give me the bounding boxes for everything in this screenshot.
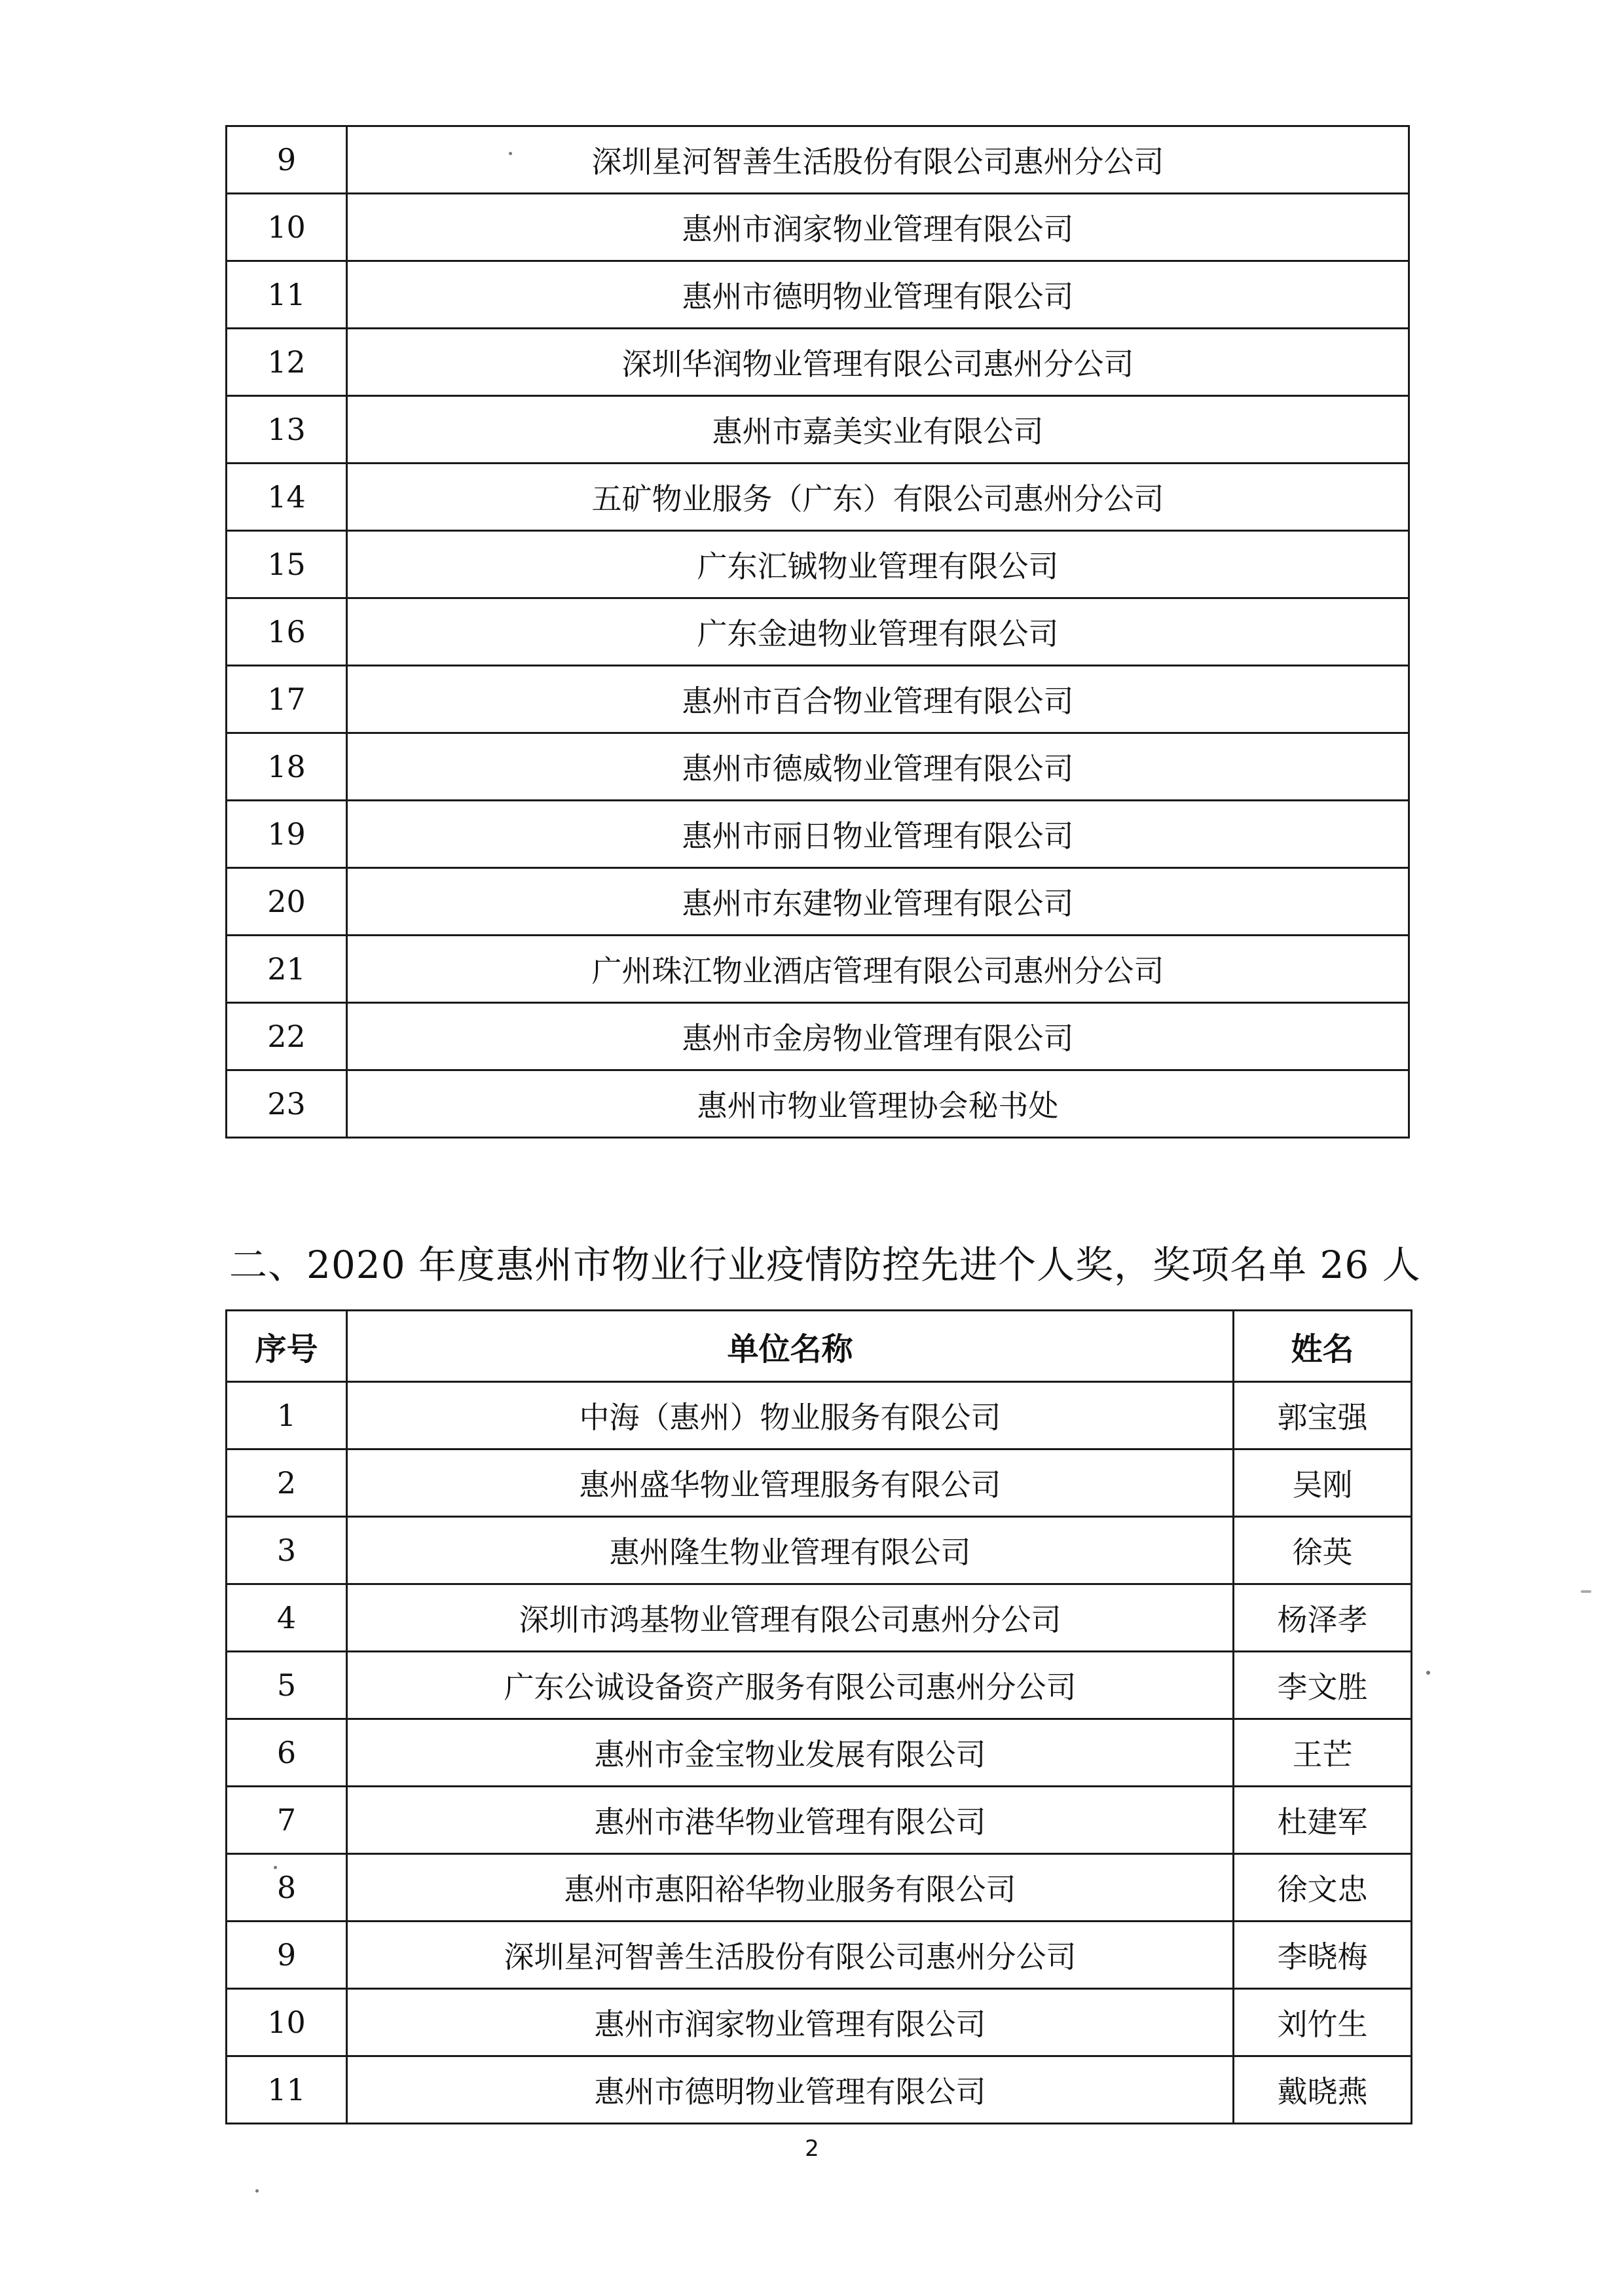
table-header-row (227, 1311, 1412, 1382)
row-index: 10 (227, 1989, 347, 2056)
table-row (227, 261, 1409, 329)
unit-name: 广东金迪物业管理有限公司 (347, 598, 1409, 666)
unit-name: 惠州隆生物业管理有限公司 (347, 1517, 1234, 1584)
unit-name: 广州珠江物业酒店管理有限公司惠州分公司 (347, 936, 1409, 1003)
row-index: 2 (227, 1449, 347, 1517)
row-index: 9 (227, 1922, 347, 1989)
unit-name: 深圳市鸿基物业管理有限公司惠州分公司 (347, 1584, 1234, 1652)
row-index: 22 (227, 1003, 347, 1070)
row-index: 21 (227, 936, 347, 1003)
unit-name: 惠州市物业管理协会秘书处 (347, 1070, 1409, 1138)
table-row (227, 733, 1409, 801)
person-name: 徐文忠 (1234, 1854, 1412, 1922)
row-index: 16 (227, 598, 347, 666)
unit-name: 惠州市惠阳裕华物业服务有限公司 (347, 1854, 1234, 1922)
row-index: 1 (227, 1382, 347, 1449)
unit-name: 惠州市润家物业管理有限公司 (347, 194, 1409, 261)
row-index: 10 (227, 194, 347, 261)
person-name: 刘竹生 (1234, 1989, 1412, 2056)
unit-name: 惠州市金宝物业发展有限公司 (347, 1719, 1234, 1787)
header-person: 姓名 (1234, 1311, 1412, 1382)
scan-speck (255, 2189, 259, 2193)
table-row (227, 1517, 1412, 1584)
unit-name: 广东公诚设备资产服务有限公司惠州分公司 (347, 1652, 1234, 1719)
table-row (227, 464, 1409, 531)
section-heading: 二、2020 年度惠州市物业行业疫情防控先进个人奖，奖项名单 26 人 (229, 1243, 1421, 1287)
person-name: 戴晓燕 (1234, 2056, 1412, 2124)
table-row (227, 936, 1409, 1003)
row-index: 15 (227, 531, 347, 598)
award-units-table-continued (225, 125, 1410, 1139)
unit-name: 惠州市嘉美实业有限公司 (347, 396, 1409, 464)
table-row (227, 126, 1409, 194)
table-row (227, 801, 1409, 868)
table-row (227, 598, 1409, 666)
table-row (227, 194, 1409, 261)
row-index: 20 (227, 868, 347, 936)
header-index: 序号 (227, 1311, 347, 1382)
table-row (227, 1003, 1409, 1070)
table-row (227, 1584, 1412, 1652)
row-index: 6 (227, 1719, 347, 1787)
table-row (227, 1922, 1412, 1989)
table-row (227, 1070, 1409, 1138)
person-name: 吴刚 (1234, 1449, 1412, 1517)
table-row (227, 666, 1409, 733)
scan-speck (509, 152, 512, 155)
row-index: 3 (227, 1517, 347, 1584)
table-row (227, 396, 1409, 464)
page-number: 2 (805, 2136, 819, 2162)
row-index: 4 (227, 1584, 347, 1652)
row-index: 23 (227, 1070, 347, 1138)
row-index: 17 (227, 666, 347, 733)
row-index: 9 (227, 126, 347, 194)
unit-name: 惠州市德明物业管理有限公司 (347, 2056, 1234, 2124)
table-row (227, 1652, 1412, 1719)
row-index: 14 (227, 464, 347, 531)
table-row (227, 1449, 1412, 1517)
table-row (227, 329, 1409, 396)
row-index: 8 (227, 1854, 347, 1922)
scan-speck (274, 1866, 277, 1869)
unit-name: 五矿物业服务（广东）有限公司惠州分公司 (347, 464, 1409, 531)
person-name: 杨泽孝 (1234, 1584, 1412, 1652)
row-index: 5 (227, 1652, 347, 1719)
table-row (227, 1719, 1412, 1787)
table-row (227, 1989, 1412, 2056)
table-row (227, 1854, 1412, 1922)
row-index: 11 (227, 2056, 347, 2124)
person-name: 王芒 (1234, 1719, 1412, 1787)
header-unit: 单位名称 (347, 1311, 1234, 1382)
row-index: 11 (227, 261, 347, 329)
unit-name: 广东汇铖物业管理有限公司 (347, 531, 1409, 598)
unit-name: 深圳星河智善生活股份有限公司惠州分公司 (347, 1922, 1234, 1989)
scan-speck (1426, 1671, 1430, 1675)
row-index: 19 (227, 801, 347, 868)
person-name: 李文胜 (1234, 1652, 1412, 1719)
unit-name: 惠州市润家物业管理有限公司 (347, 1989, 1234, 2056)
row-index: 12 (227, 329, 347, 396)
unit-name: 惠州市丽日物业管理有限公司 (347, 801, 1409, 868)
row-index: 13 (227, 396, 347, 464)
unit-name: 深圳星河智善生活股份有限公司惠州分公司 (347, 126, 1409, 194)
unit-name: 惠州市德威物业管理有限公司 (347, 733, 1409, 801)
table-row (227, 531, 1409, 598)
person-name: 郭宝强 (1234, 1382, 1412, 1449)
unit-name: 惠州盛华物业管理服务有限公司 (347, 1449, 1234, 1517)
unit-name: 惠州市百合物业管理有限公司 (347, 666, 1409, 733)
table-row (227, 2056, 1412, 2124)
person-name: 徐英 (1234, 1517, 1412, 1584)
table-row (227, 1382, 1412, 1449)
unit-name: 深圳华润物业管理有限公司惠州分公司 (347, 329, 1409, 396)
unit-name: 惠州市港华物业管理有限公司 (347, 1787, 1234, 1854)
individual-awards-table (225, 1309, 1412, 2124)
table-row (227, 1787, 1412, 1854)
unit-name: 中海（惠州）物业服务有限公司 (347, 1382, 1234, 1449)
row-index: 18 (227, 733, 347, 801)
row-index: 7 (227, 1787, 347, 1854)
person-name: 杜建军 (1234, 1787, 1412, 1854)
table-row (227, 868, 1409, 936)
unit-name: 惠州市德明物业管理有限公司 (347, 261, 1409, 329)
unit-name: 惠州市东建物业管理有限公司 (347, 868, 1409, 936)
person-name: 李晓梅 (1234, 1922, 1412, 1989)
unit-name: 惠州市金房物业管理有限公司 (347, 1003, 1409, 1070)
scan-speck (1581, 1590, 1591, 1593)
